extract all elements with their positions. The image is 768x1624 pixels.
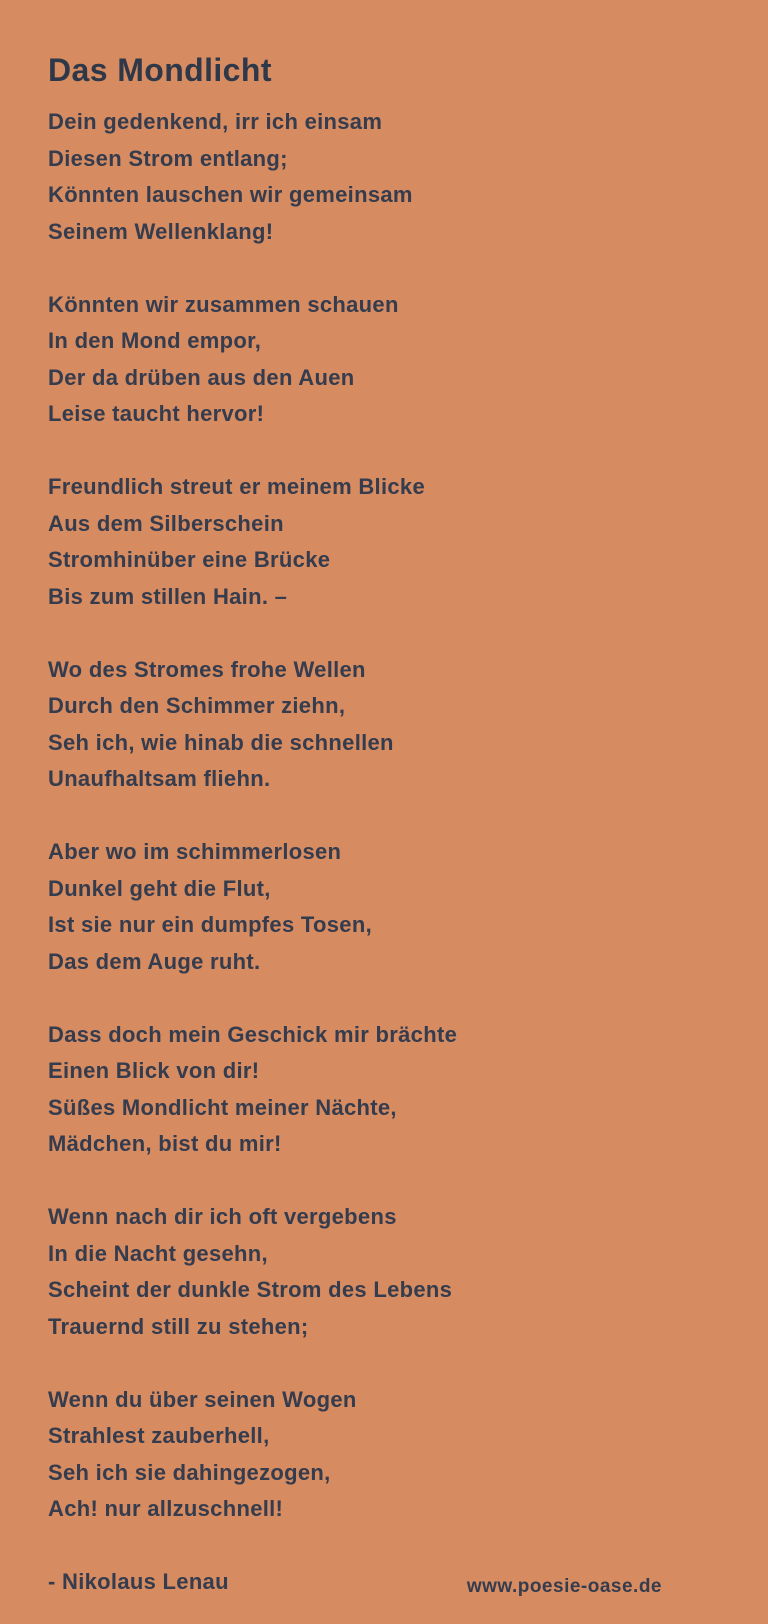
poem-line: Scheint der dunkle Strom des Lebens [48, 1277, 453, 1302]
poem-stanza-5 [48, 834, 720, 980]
poem-line: Durch den Schimmer ziehn, [48, 693, 346, 718]
poem-line: In die Nacht gesehn, [48, 1240, 268, 1266]
poem-line: Wo des Stromes frohe Wellen [48, 656, 366, 682]
poem-stanza-8 [48, 1382, 720, 1528]
poem-line: Freundlich streut er meinem Blicke [48, 474, 425, 499]
poem-line: Mädchen, bist du mir! [48, 1131, 282, 1156]
poem-line: Dass doch mein Geschick mir brächte [48, 1021, 458, 1047]
poem-line: Bis zum stillen Hain. – [48, 583, 288, 609]
poem-title: Das Mondlicht [48, 52, 272, 88]
poem-line: Stromhinüber eine Brücke [48, 547, 331, 572]
poem-stanza-1 [48, 104, 720, 250]
poem-line: Diesen Strom entlang; [48, 145, 288, 171]
poem-line: Könnten lauschen wir gemeinsam [48, 182, 413, 207]
poem-stanza-2 [48, 287, 720, 433]
poem-line: Ach! nur allzuschnell! [48, 1496, 284, 1521]
poem-stanza-7 [48, 1199, 720, 1345]
poem-line: Könnten wir zusammen schauen [48, 291, 399, 317]
poem-line: Dunkel geht die Flut, [48, 875, 271, 901]
poem-line: Einen Blick von dir! [48, 1058, 260, 1083]
poem-line: Ist sie nur ein dumpfes Tosen, [48, 912, 372, 937]
poem-line: Trauernd still zu stehen; [48, 1313, 309, 1339]
poem-line: Dein gedenkend, irr ich einsam [48, 109, 383, 134]
poem-line: Der da drüben aus den Auen [48, 364, 355, 390]
poem-line: Wenn du über seinen Wogen [48, 1386, 357, 1412]
poem-line: In den Mond empor, [48, 328, 262, 353]
poem-author: - Nikolaus Lenau [48, 1569, 229, 1594]
poem-stanza-6 [48, 1017, 720, 1163]
poem-line: Seinem Wellenklang! [48, 218, 274, 244]
poem-line: Das dem Auge ruht. [48, 948, 261, 974]
poem-line: Seh ich, wie hinab die schnellen [48, 729, 394, 755]
poem-line: Aber wo im schimmerlosen [48, 839, 342, 864]
site-watermark: www.poesie-oase.de [466, 1576, 662, 1597]
poem-line: Aus dem Silberschein [48, 510, 284, 536]
poem-stanza-3 [48, 469, 720, 615]
poem-line: Wenn nach dir ich oft vergebens [48, 1204, 397, 1229]
poem-line: Leise taucht hervor! [48, 401, 265, 426]
poem-stanza-4 [48, 652, 720, 798]
poem-line: Seh ich sie dahingezogen, [48, 1459, 331, 1485]
poem-line: Strahlest zauberhell, [48, 1423, 270, 1448]
poem-line: Unaufhaltsam fliehn. [48, 766, 271, 791]
poem-line: Süßes Mondlicht meiner Nächte, [48, 1094, 397, 1120]
